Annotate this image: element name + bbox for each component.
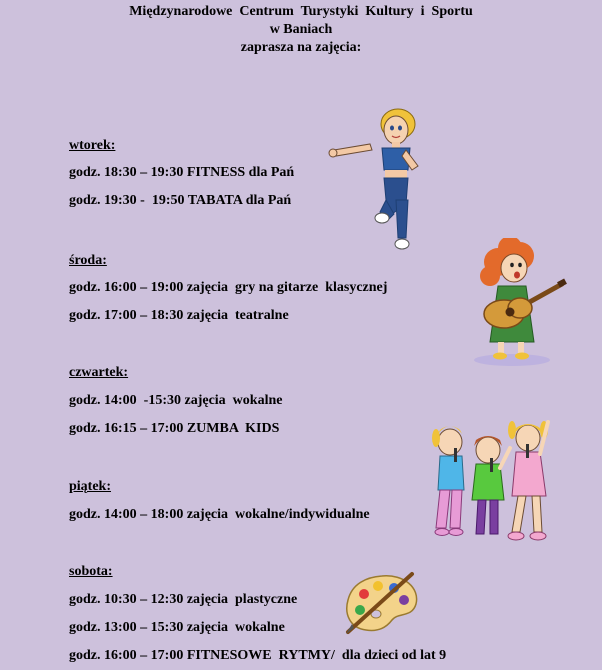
guitar-girl-illustration: [468, 238, 568, 368]
class-line: godz. 16:00 – 17:00 FITNESOWE RYTMY/ dla dzieci od lat 9: [69, 648, 447, 663]
day-heading-saturday: sobota:: [69, 564, 113, 579]
class-line: godz. 16:00 – 19:00 zajęcia gry na gitarze klasycznej: [69, 280, 388, 295]
class-line: godz. 14:00 – 18:00 zajęcia wokalne/indywidualne: [69, 507, 370, 522]
singing-girls-illustration: [428, 408, 558, 548]
day-heading-wednesday: środa:: [69, 253, 107, 268]
class-line: godz. 16:15 – 17:00 ZUMBA KIDS: [69, 421, 280, 436]
class-line: godz. 10:30 – 12:30 zajęcia plastyczne: [69, 592, 298, 607]
class-line: godz. 19:30 - 19:50 TABATA dla Pań: [69, 193, 292, 208]
institution-name: Międzynarodowe Centrum Turystyki Kultury i Sportu: [129, 4, 473, 19]
paint-palette-icon: [342, 570, 422, 638]
day-heading-tuesday: wtorek:: [69, 138, 116, 153]
day-heading-friday: piątek:: [69, 479, 111, 494]
day-heading-thursday: czwartek:: [69, 365, 129, 380]
class-line: godz. 13:00 – 15:30 zajęcia wokalne: [69, 620, 285, 635]
invitation-text: zaprasza na zajęcia:: [240, 40, 362, 55]
poster-header: [0, 3, 602, 57]
class-line: godz. 14:00 -15:30 zajęcia wokalne: [69, 393, 283, 408]
fitness-woman-illustration: [326, 104, 426, 259]
institution-location: w Baniach: [269, 22, 333, 37]
class-line: godz. 18:30 – 19:30 FITNESS dla Pań: [69, 165, 295, 180]
class-line: godz. 17:00 – 18:30 zajęcia teatralne: [69, 308, 289, 323]
